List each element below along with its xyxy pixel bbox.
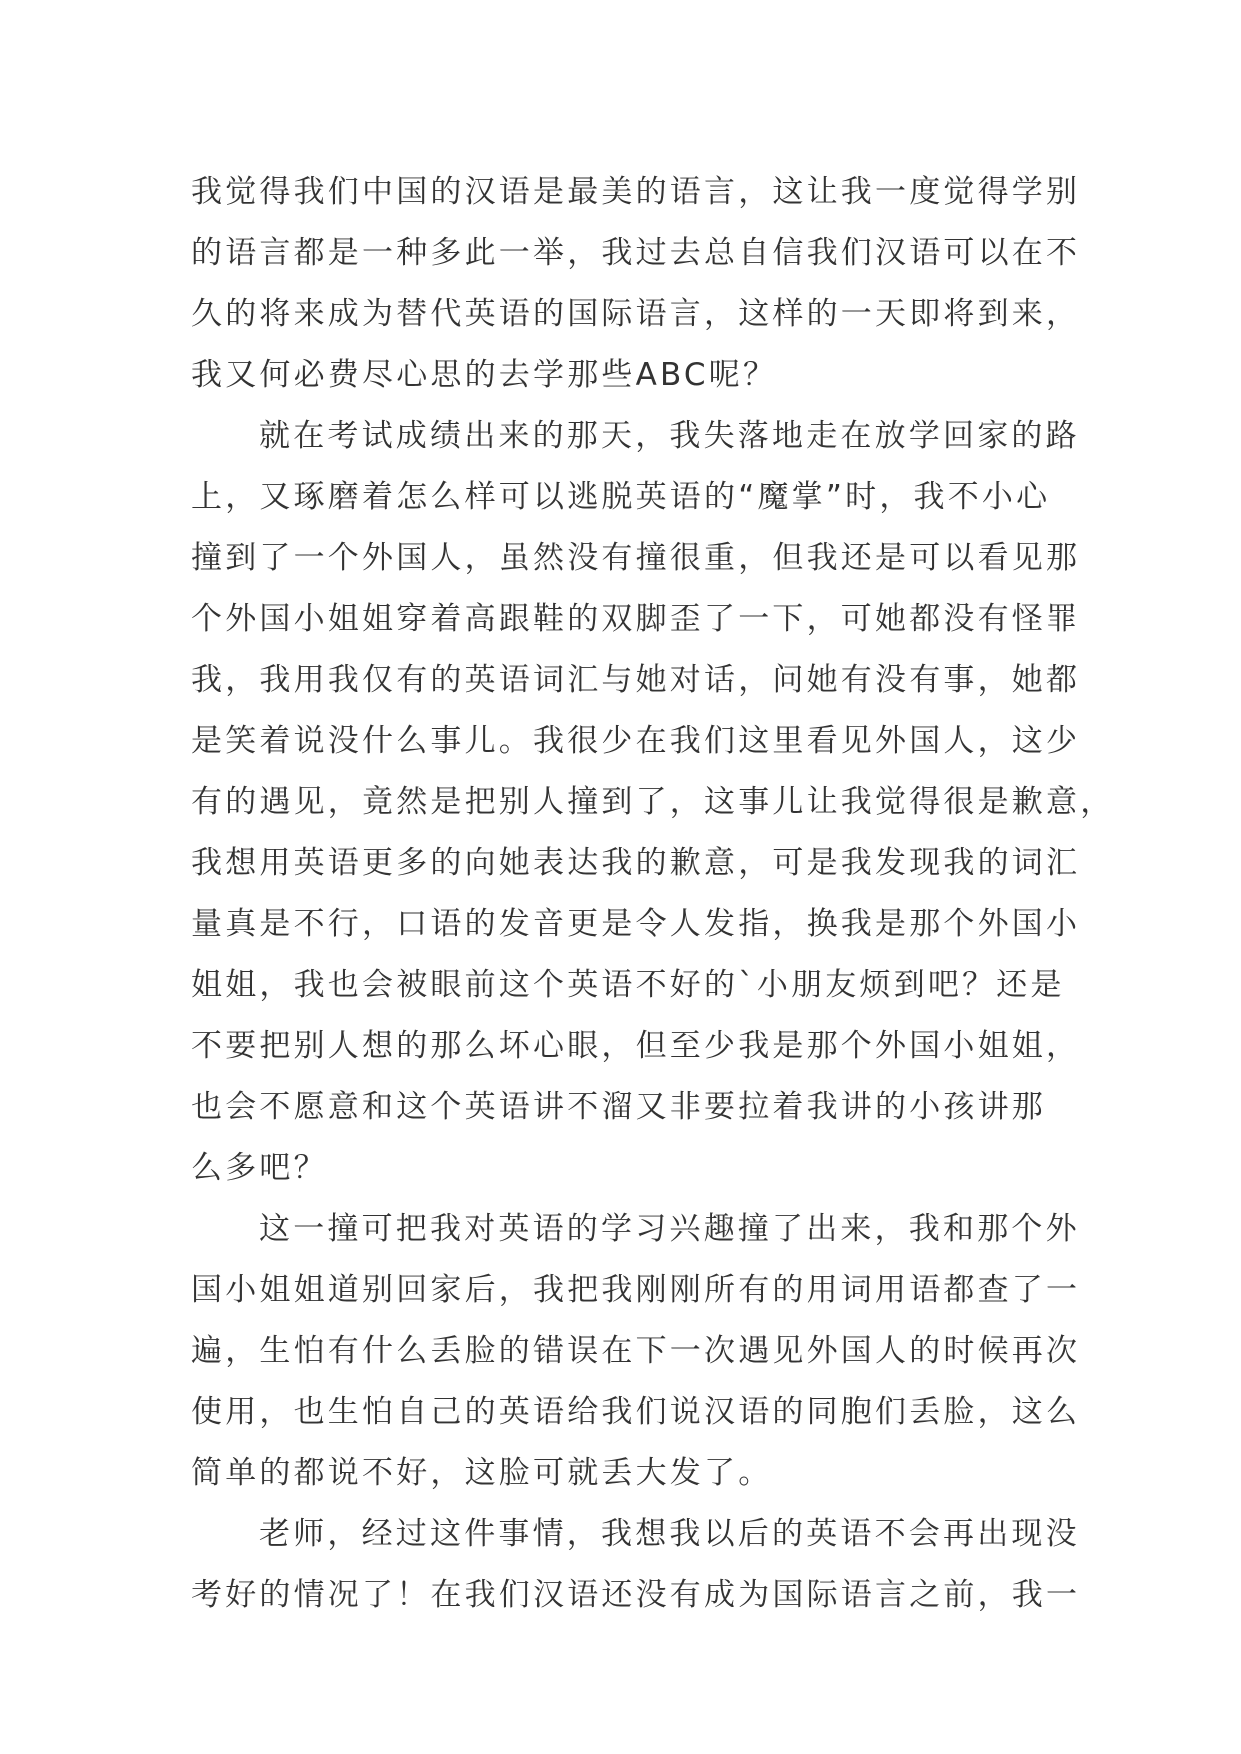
paragraph <box>191 406 1115 1199</box>
text-line: 撞到了一个外国人，虽然没有撞很重，但我还是可以看见那 <box>191 540 1081 576</box>
text-line: 么多吧？ <box>191 1150 328 1186</box>
text-line: 上，又琢磨着怎么样可以逃脱英语的“魔掌”时，我不小心 <box>191 479 1051 515</box>
text-line: 老师，经过这件事情，我想我以后的英语不会再出现没 <box>259 1516 1080 1552</box>
text-line: 遍，生怕有什么丢脸的错误在下一次遇见外国人的时候再次 <box>191 1333 1081 1369</box>
document-body <box>191 162 1115 1626</box>
text-line: 量真是不行，口语的发音更是令人发指，换我是那个外国小 <box>191 906 1081 942</box>
text-line: 是笑着说没什么事儿。我很少在我们这里看见外国人，这少 <box>191 723 1081 759</box>
text-line: 考好的情况了！在我们汉语还没有成为国际语言之前，我一 <box>191 1577 1081 1613</box>
text-line: 个外国小姐姐穿着高跟鞋的双脚歪了一下，可她都没有怪罪 <box>191 601 1081 637</box>
text-line: 姐姐，我也会被眼前这个英语不好的`小朋友烦到吧？还是 <box>191 967 1065 1003</box>
text-line: 这一撞可把我对英语的学习兴趣撞了出来，我和那个外 <box>259 1211 1080 1247</box>
paragraph <box>191 1199 1081 1504</box>
text-line: 就在考试成绩出来的那天，我失落地走在放学回家的路 <box>259 418 1080 454</box>
paragraph <box>191 1504 1081 1626</box>
text-line: 简单的都说不好，这脸可就丢大发了。 <box>191 1455 773 1491</box>
text-line: 我，我用我仅有的英语词汇与她对话，问她有没有事，她都 <box>191 662 1081 698</box>
text-line: 我觉得我们中国的汉语是最美的语言，这让我一度觉得学别 <box>191 174 1081 210</box>
paragraph <box>191 162 1081 406</box>
text-line: 我又何必费尽心思的去学那些ABC呢？ <box>191 357 778 393</box>
text-line: 的语言都是一种多此一举，我过去总自信我们汉语可以在不 <box>191 235 1081 271</box>
text-line: 久的将来成为替代英语的国际语言，这样的一天即将到来， <box>191 296 1081 332</box>
text-line: 也会不愿意和这个英语讲不溜又非要拉着我讲的小孩讲那 <box>191 1089 1046 1125</box>
text-line: 国小姐姐道别回家后，我把我刚刚所有的用词用语都查了一 <box>191 1272 1081 1308</box>
text-line: 我想用英语更多的向她表达我的歉意，可是我发现我的词汇 <box>191 845 1081 881</box>
text-line: 有的遇见，竟然是把别人撞到了，这事儿让我觉得很是歉意， <box>191 784 1115 820</box>
text-line: 使用，也生怕自己的英语给我们说汉语的同胞们丢脸，这么 <box>191 1394 1081 1430</box>
text-line: 不要把别人想的那么坏心眼，但至少我是那个外国小姐姐， <box>191 1028 1081 1064</box>
